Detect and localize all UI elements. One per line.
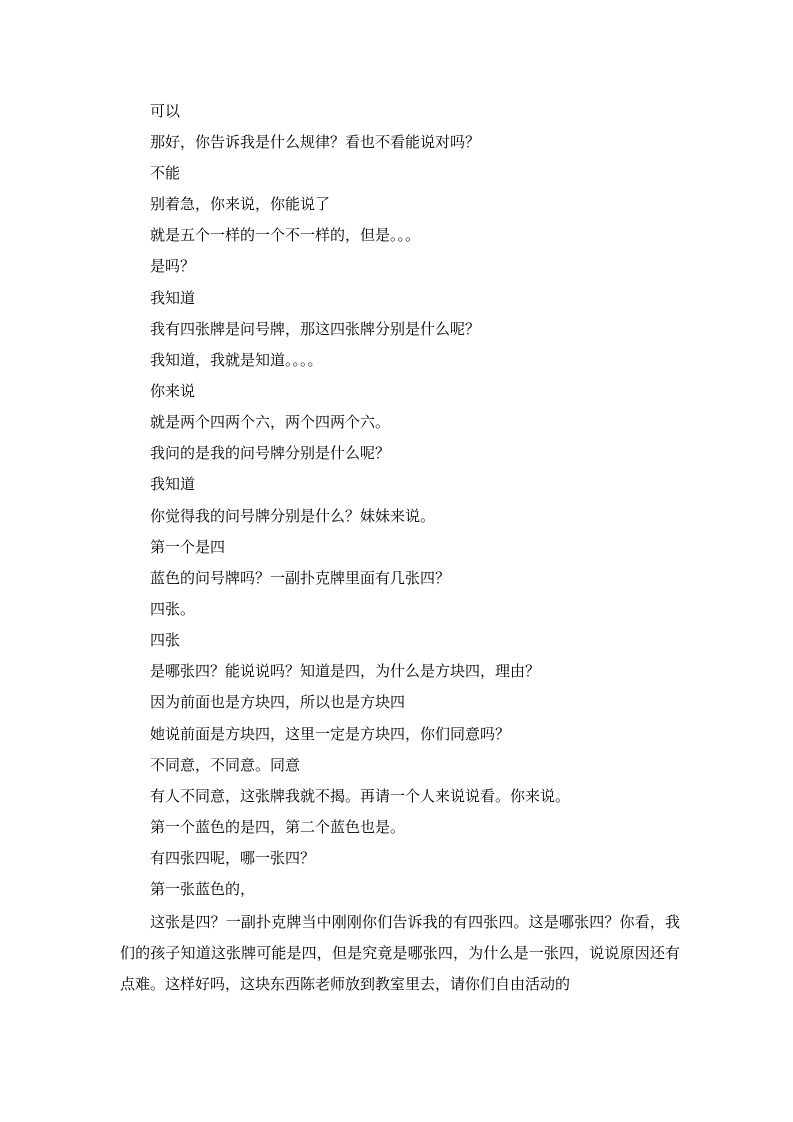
dialogue-line: 第一个蓝色的是四，第二个蓝色也是。 — [150, 818, 406, 836]
dialogue-line: 蓝色的问号牌吗？一副扑克牌里面有几张四？ — [150, 569, 451, 587]
dialogue-line: 有四张四呢，哪一张四？ — [150, 849, 316, 867]
dialogue-line: 我问的是我的问号牌分别是什么呢？ — [150, 444, 391, 462]
dialogue-line: 不同意，不同意。同意 — [150, 756, 301, 774]
dialogue-line: 有人不同意，这张牌我就不揭。再请一个人来说说看。你来说。 — [150, 787, 571, 805]
dialogue-line: 第一个是四 — [150, 538, 226, 556]
dialogue-line: 第一张蓝色的， — [150, 880, 256, 898]
dialogue-line: 我知道 — [150, 289, 196, 307]
dialogue-line: 那好，你告诉我是什么规律？看也不看能说对吗？ — [150, 133, 481, 151]
dialogue-line: 我有四张牌是问号牌，那这四张牌分别是什么呢？ — [150, 320, 481, 338]
dialogue-line: 是哪张四？能说说吗？知道是四，为什么是方块四，理由？ — [150, 662, 541, 680]
dialogue-line: 你觉得我的问号牌分别是什么？妹妹来说。 — [150, 507, 436, 525]
dialogue-line: 因为前面也是方块四，所以也是方块四 — [150, 693, 406, 711]
dialogue-line: 她说前面是方块四，这里一定是方块四，你们同意吗？ — [150, 725, 511, 743]
dialogue-line: 可以 — [150, 102, 181, 120]
dialogue-line: 就是五个一样的一个不一样的，但是。。。 — [150, 226, 421, 244]
dialogue-line: 我知道，我就是知道。。。。 — [150, 351, 323, 369]
dialogue-line: 四张。 — [150, 600, 196, 618]
dialogue-line: 我知道 — [150, 475, 196, 493]
dialogue-line: 四张 — [150, 631, 181, 649]
dialogue-line: 是吗？ — [150, 257, 196, 275]
dialogue-line: 你来说 — [150, 382, 196, 400]
dialogue-line: 不能 — [150, 164, 181, 182]
closing-paragraph: 这张是四？一副扑克牌当中刚刚你们告诉我的有四张四。这是哪张四？你看，我们的孩子知道这张牌可能是四，但是究竟是哪张四，为什么是一张四，说说原因还有点难。这样好吗，这块东西陈老师放到教室里去，请你们自由活动的 — [120, 913, 680, 993]
dialogue-line: 别着急，你来说，你能说了 — [150, 195, 331, 213]
dialogue-line: 就是两个四两个六，两个四两个六。 — [150, 413, 391, 431]
